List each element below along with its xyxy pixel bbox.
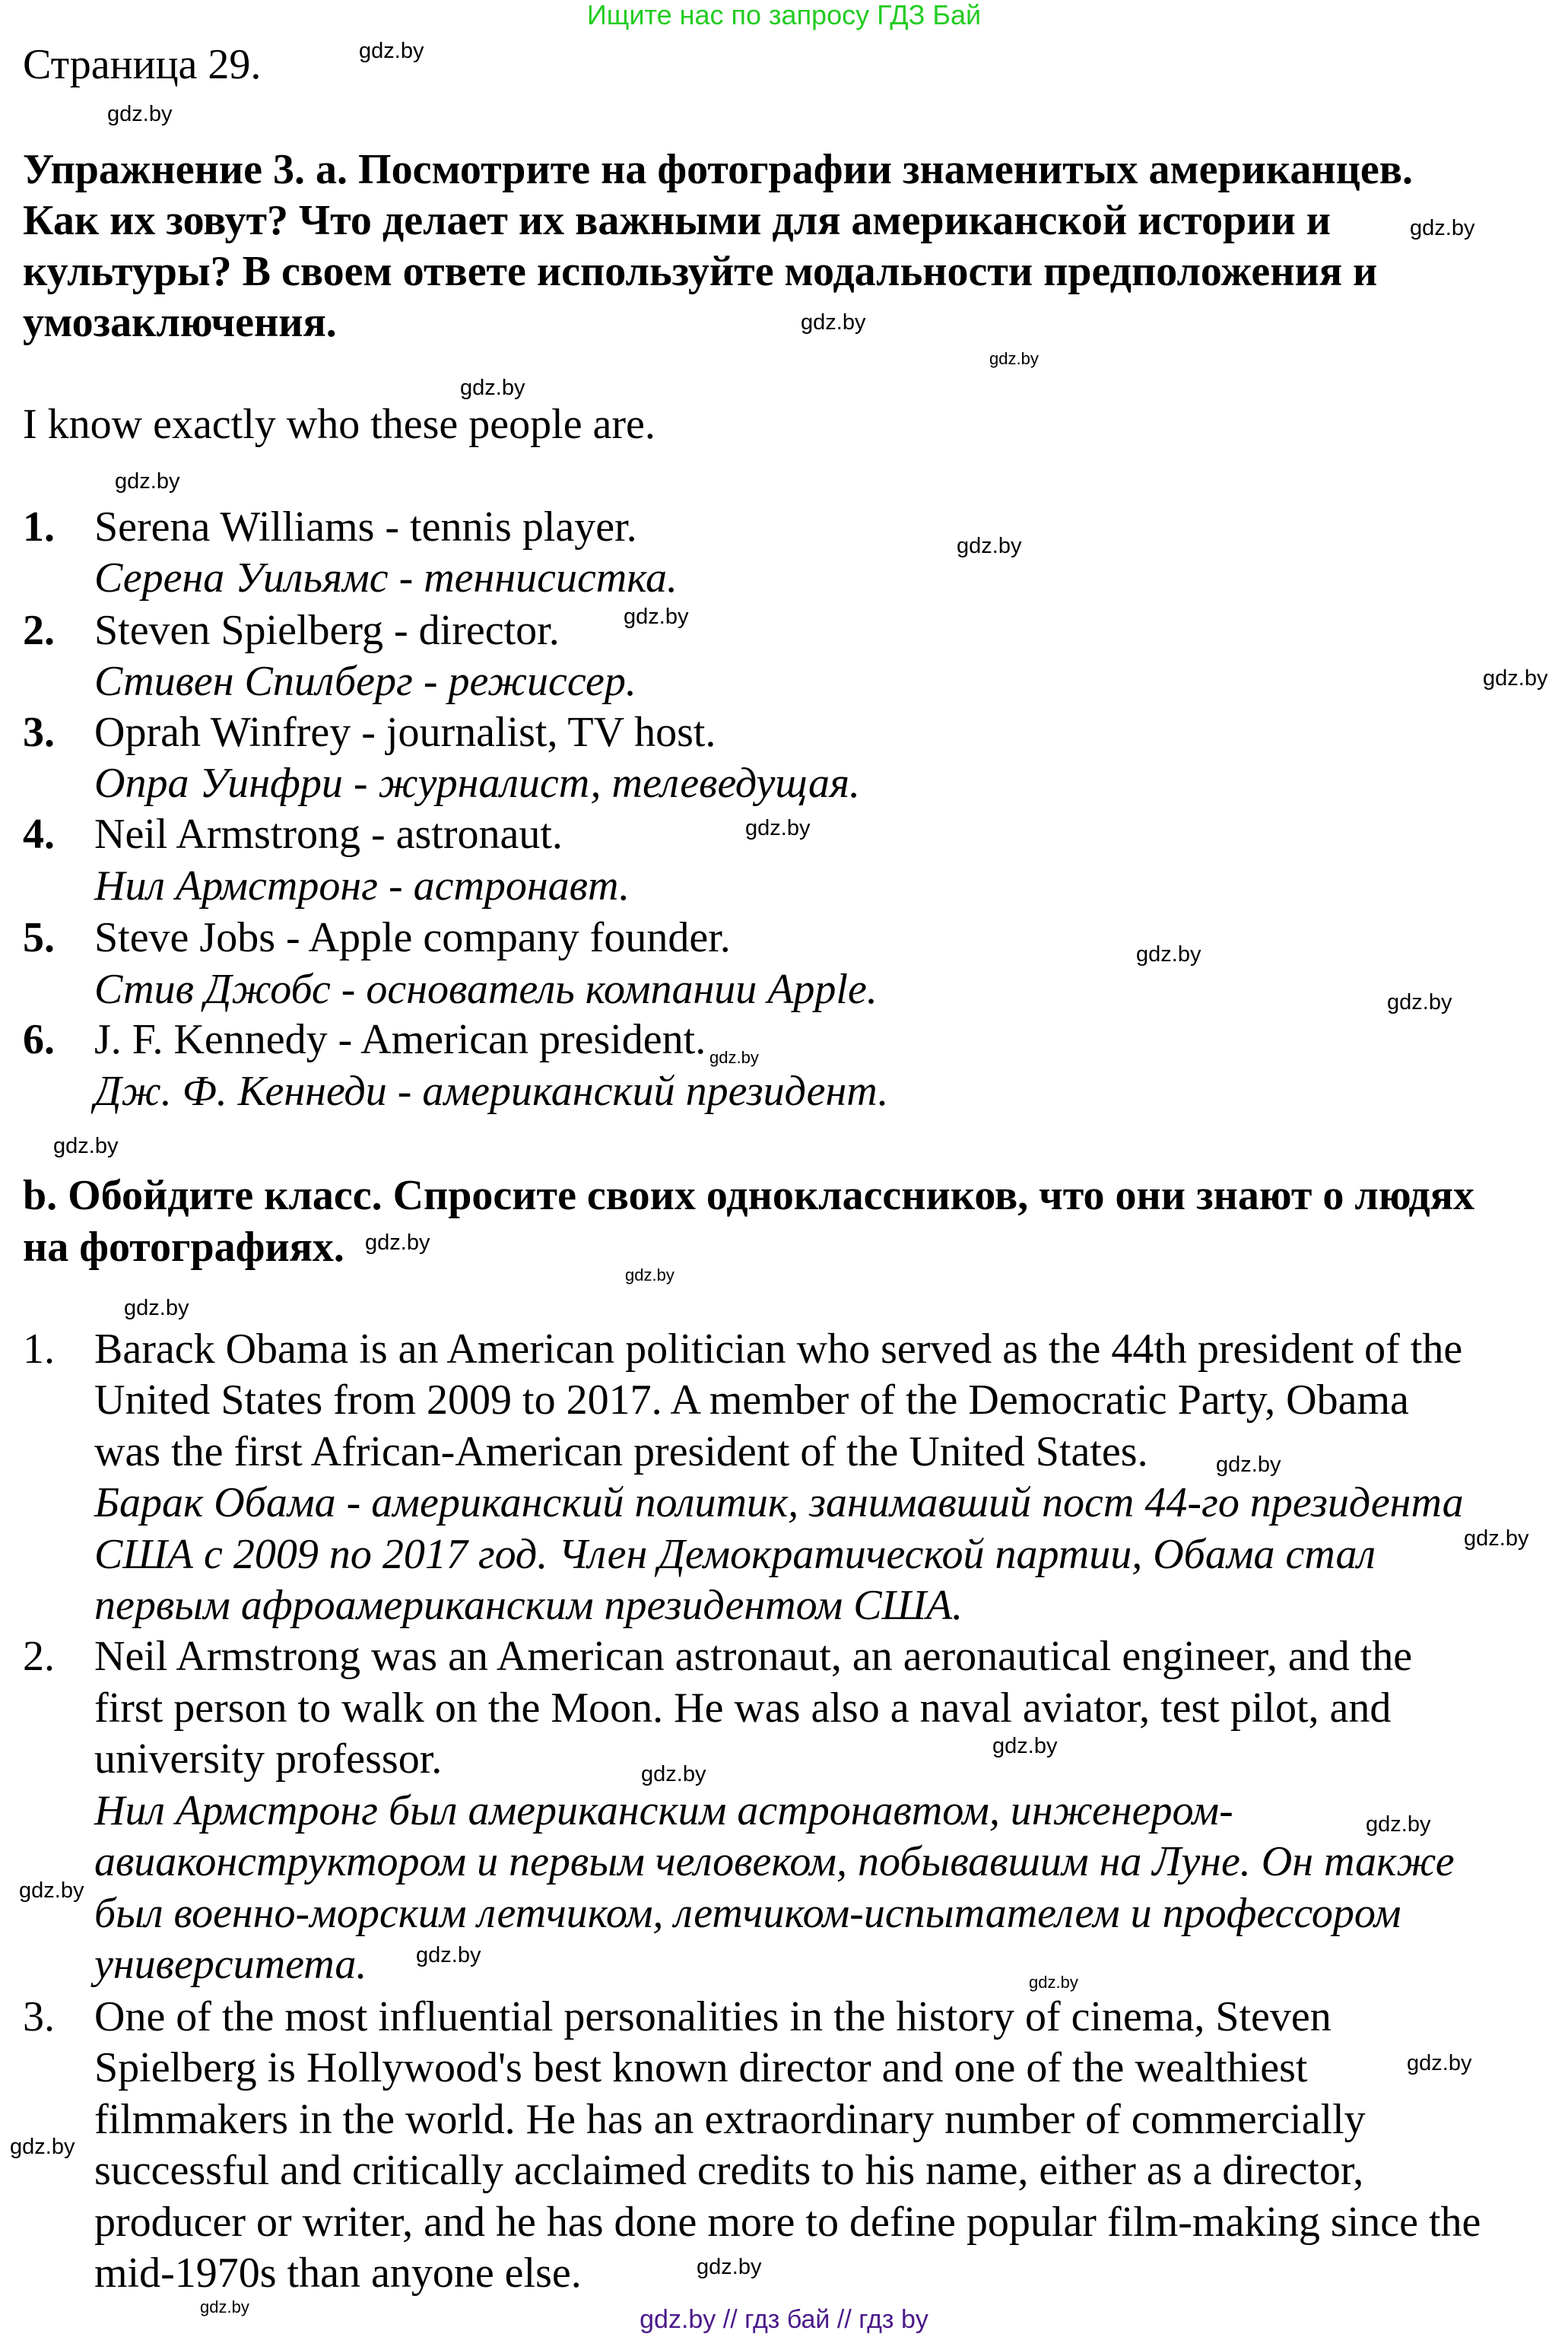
list-item-english: J. F. Kennedy - American president. <box>94 1016 706 1063</box>
list-item-number: 5. <box>23 914 55 961</box>
list-item-number: 6. <box>23 1016 55 1063</box>
exercise-a-heading: культуры? В своем ответе используйте модальности предположения и <box>23 248 1378 295</box>
watermark-text: gdz.by <box>10 2135 75 2159</box>
list-item-english: Oprah Winfrey - journalist, TV host. <box>94 709 716 756</box>
watermark-text: gdz.by <box>989 349 1039 368</box>
paragraph-english-line: Neil Armstrong was an American astronaut, an aeronautical engineer, and the <box>94 1633 1413 1680</box>
watermark-text: gdz.by <box>460 376 525 400</box>
list-item-english: Steve Jobs - Apple company founder. <box>94 914 731 961</box>
watermark-text: gdz.by <box>365 1230 430 1255</box>
paragraph-english-line: United States from 2009 to 2017. A member of the Democratic Party, Obama <box>94 1376 1409 1424</box>
watermark-text: gdz.by <box>1483 666 1548 691</box>
paragraph-english-line: university professor. <box>94 1735 443 1783</box>
paragraph-english-line: first person to walk on the Moon. He was also a naval aviator, test pilot, and <box>94 1684 1392 1732</box>
paragraph-number: 3. <box>23 1993 55 2040</box>
exercise-a-heading: умозаключения. <box>23 299 337 346</box>
paragraph-english-line: mid-1970s than anyone else. <box>94 2250 582 2297</box>
watermark-text: gdz.by <box>200 2297 249 2316</box>
paragraph-russian-line: университета. <box>94 1941 367 1988</box>
watermark-text: gdz.by <box>625 1265 674 1284</box>
paragraph-russian-line: Барак Обама - американский политик, занимавший пост 44-го президента <box>94 1479 1464 1526</box>
paragraph-number: 2. <box>23 1633 55 1680</box>
paragraph-english-line: was the first African-American president of the United States. <box>94 1428 1148 1475</box>
list-item-russian: Серена Уильямс - теннисистка. <box>94 554 678 602</box>
paragraph-english-line: Barack Obama is an American politician who served as the 44th president of the <box>94 1326 1463 1373</box>
watermark-text: gdz.by <box>1407 2051 1472 2075</box>
list-item-english: Neil Armstrong - astronaut. <box>94 811 563 858</box>
watermark-text: gdz.by <box>53 1134 119 1158</box>
page-title: Страница 29. <box>23 41 262 88</box>
paragraph-english-line: producer or writer, and he has done more to define popular film-making since the <box>94 2199 1481 2246</box>
watermark-text: gdz.by <box>115 469 180 494</box>
list-item-russian: Нил Армстронг - астронавт. <box>94 862 630 910</box>
watermark-text: gdz.by <box>1366 1812 1431 1837</box>
paragraph-russian-line: Нил Армстронг был американским астронавтом, инженером- <box>94 1787 1233 1834</box>
list-item-number: 1. <box>23 503 55 551</box>
footer-links[interactable]: gdz.by // гдз бай // гдз by <box>640 2305 928 2334</box>
exercise-a-intro: I know exactly who these people are. <box>23 401 655 448</box>
list-item-number: 3. <box>23 709 55 756</box>
list-item-russian: Дж. Ф. Кеннеди - американский президент. <box>94 1068 889 1115</box>
watermark-text: gdz.by <box>1387 990 1452 1014</box>
list-item-number: 2. <box>23 607 55 654</box>
watermark-text: gdz.by <box>992 1734 1058 1758</box>
paragraph-english-line: Spielberg is Hollywood's best known director and one of the wealthiest <box>94 2044 1308 2091</box>
exercise-b-heading: на фотографиях. <box>23 1224 344 1271</box>
watermark-text: gdz.by <box>107 102 173 126</box>
paragraph-russian-line: авиаконструктором и первым человеком, побывавшим на Луне. Он также <box>94 1838 1455 1885</box>
watermark-text: gdz.by <box>745 816 811 840</box>
watermark-text: gdz.by <box>697 2255 762 2279</box>
watermark-text: gdz.by <box>1029 1973 1078 1992</box>
list-item-russian: Стивен Спилберг - режиссер. <box>94 658 636 705</box>
paragraph-english-line: filmmakers in the world. He has an extraordinary number of commercially <box>94 2096 1366 2143</box>
list-item-english: Serena Williams - tennis player. <box>94 503 637 551</box>
exercise-a-heading: Упражнение 3. а. Посмотрите на фотографии знаменитых американцев. <box>23 146 1413 193</box>
watermark-text: gdz.by <box>709 1048 759 1067</box>
watermark-text: gdz.by <box>1464 1526 1529 1551</box>
watermark-text: gdz.by <box>416 1943 481 1967</box>
paragraph-russian-line: США с 2009 по 2017 год. Член Демократической партии, Обама стал <box>94 1531 1376 1578</box>
watermark-text: gdz.by <box>624 605 689 629</box>
paragraph-english-line: successful and critically acclaimed credits to his name, either as a director, <box>94 2147 1364 2194</box>
exercise-b-heading: b. Обойдите класс. Спросите своих одноклассников, что они знают о людях <box>23 1172 1475 1219</box>
paragraph-russian-line: был военно-морским летчиком, летчиком-испытателем и профессором <box>94 1890 1401 1937</box>
watermark-text: gdz.by <box>19 1878 84 1903</box>
watermark-text: gdz.by <box>359 39 424 63</box>
watermark-text: gdz.by <box>957 534 1022 558</box>
watermark-text: gdz.by <box>1136 942 1201 967</box>
exercise-a-heading: Как их зовут? Что делает их важными для американской истории и <box>23 197 1331 244</box>
watermark-text: gdz.by <box>1410 216 1475 240</box>
paragraph-english-line: One of the most influential personalities in the history of cinema, Steven <box>94 1993 1332 2040</box>
watermark-text: gdz.by <box>1216 1453 1281 1477</box>
watermark-text: gdz.by <box>124 1296 189 1320</box>
paragraph-russian-line: первым афроамериканским президентом США. <box>94 1582 963 1629</box>
list-item-russian: Опра Уинфри - журналист, телеведущая. <box>94 760 861 807</box>
list-item-russian: Стив Джобс - основатель компании Apple. <box>94 966 878 1013</box>
watermark-text: gdz.by <box>801 310 866 335</box>
watermark-text: gdz.by <box>641 1762 706 1786</box>
search-banner[interactable]: Ищите нас по запросу ГДЗ Бай <box>586 0 982 30</box>
paragraph-number: 1. <box>23 1326 55 1373</box>
list-item-english: Steven Spielberg - director. <box>94 607 560 654</box>
list-item-number: 4. <box>23 811 55 858</box>
